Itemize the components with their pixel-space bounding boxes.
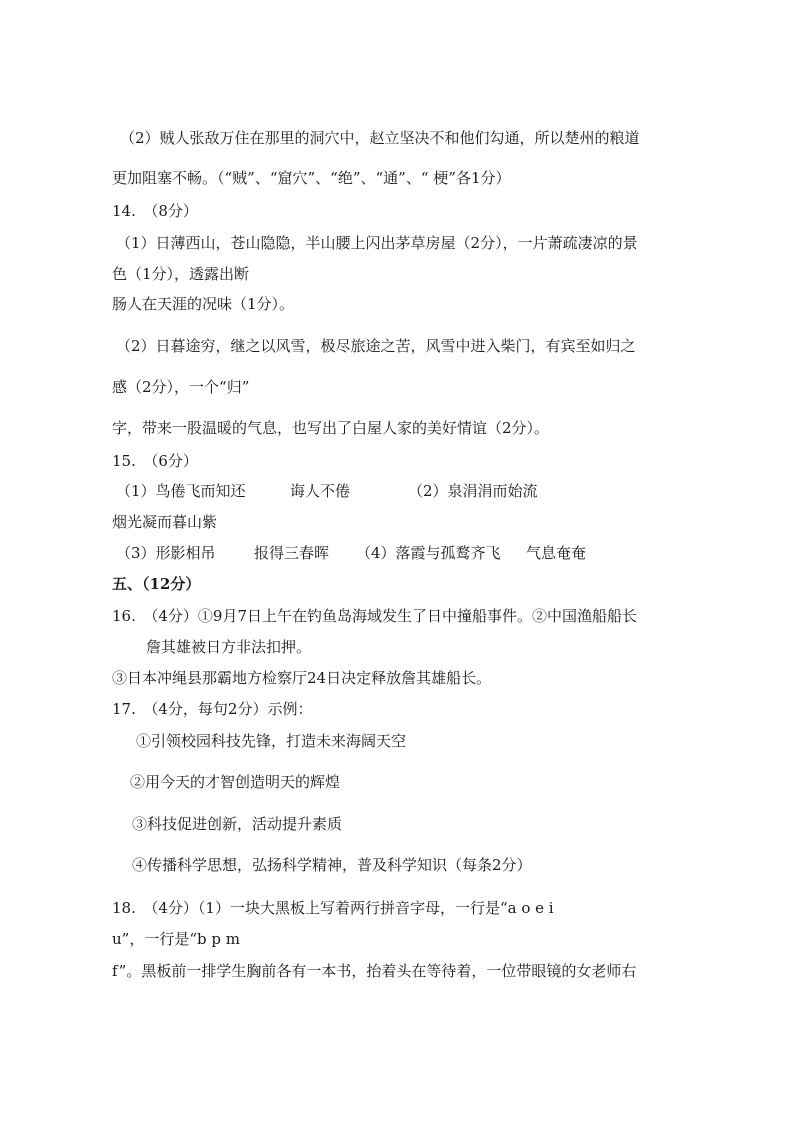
question-15-header: 15. （6分） (112, 452, 198, 470)
answer-line: 烟光凝而暮山紫 (112, 513, 218, 531)
question-17-header: 17. （4分，每句2分）示例： (112, 700, 313, 718)
answer-line: 16. （4分）①9月7日上午在钓鱼岛海域发生了日中撞船事件。②中国渔船船长 (112, 607, 637, 625)
answer-line: （3）形影相吊 (116, 544, 216, 562)
question-14-header: 14. （8分） (112, 202, 198, 220)
answer-line: 更加阻塞不畅。（“贼”、“窟穴”、“绝”、“通”、“ 梗”各1分） (112, 169, 511, 187)
answer-line: （2）贼人张敌万住在那里的洞穴中，赵立坚决不和他们勾通，所以楚州的粮道 (120, 129, 640, 147)
answer-line: 字，带来一股温暖的气息，也写出了白屋人家的美好情谊（2分）。 (112, 419, 550, 437)
answer-line: 色（1分），透露出断 (112, 265, 250, 283)
answer-line: 感（2分），一个“归” (112, 378, 250, 396)
answer-line: （1）鸟倦飞而知还 (116, 482, 246, 500)
section-5-header: 五、（12分） (112, 575, 201, 593)
answer-line: u”，一行是“b p m (112, 930, 240, 948)
answer-line: 报得三春晖 (254, 544, 330, 562)
answer-line: （4）落霞与孤鹜齐飞 (356, 544, 501, 562)
answer-line: f”。黑板前一排学生胸前各有一本书，抬着头在等待着，一位带眼镜的女老师右 (112, 962, 637, 980)
answer-line: ①引领校园科技先锋，打造未来海阔天空 (136, 732, 407, 750)
answer-line: 18. （4分）（1）一块大黑板上写着两行拼音字母，一行是“a o e i (112, 899, 554, 917)
answer-line: ③科技促进创新，活动提升素质 (132, 815, 343, 833)
answer-line: ④传播科学思想，弘扬科学精神，普及科学知识（每条2分） (132, 856, 532, 874)
answer-line: ③日本冲绳县那霸地方检察厅24日决定释放詹其雄船长。 (112, 669, 492, 687)
answer-line: 肠人在天涯的况味（1分）。 (112, 295, 295, 313)
answer-line: （2）日暮途穷，继之以风雪，极尽旅途之苦，风雪中进入柴门，有宾至如归之 (116, 337, 636, 355)
answer-line: 詹其雄被日方非法扣押。 (146, 638, 312, 656)
answer-line: （2）泉涓涓而始流 (408, 482, 538, 500)
answer-line: （1）日薄西山，苍山隐隐，半山腰上闪出茅草房屋（2分），一片萧疏凄凉的景 (116, 234, 638, 252)
answer-line: 诲人不倦 (290, 482, 351, 500)
answer-line: 气息奄奄 (526, 544, 587, 562)
answer-line: ②用今天的才智创造明天的辉煌 (130, 773, 341, 791)
